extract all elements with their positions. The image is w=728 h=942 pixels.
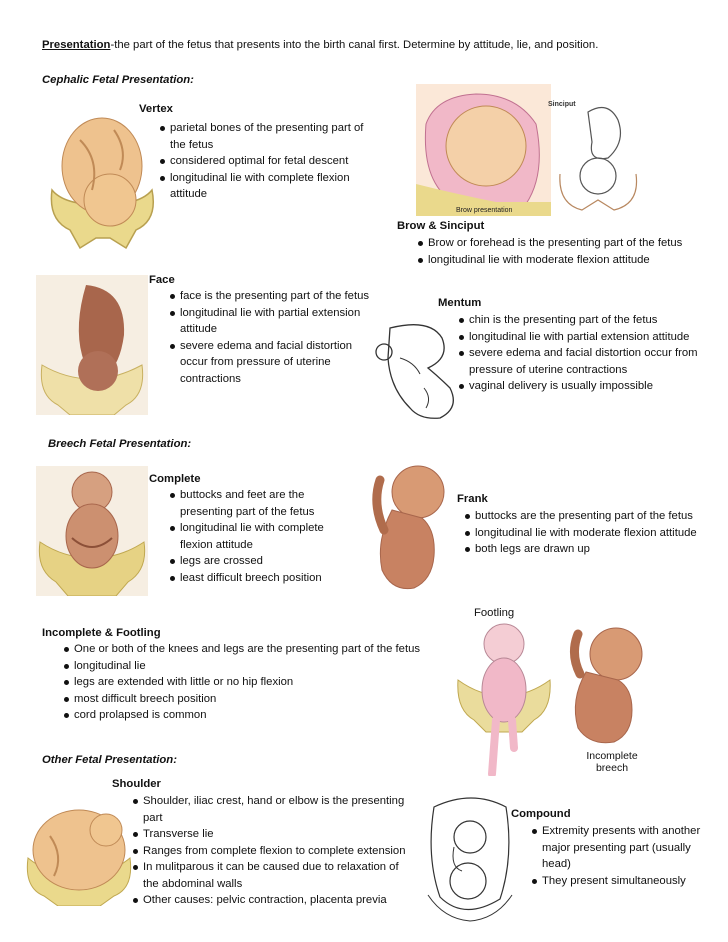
complete-bullets	[170, 487, 355, 586]
list-item: In mulitparous it can be caused due to relaxation of the abdominal walls	[133, 859, 413, 892]
list-item: severe edema and facial distortion occur from pressure of uterine contractions	[459, 345, 709, 378]
list-item: cord prolapsed is common	[64, 707, 464, 724]
vertex-label: Vertex	[139, 103, 173, 115]
list-item: buttocks are the presenting part of the fetus	[465, 508, 725, 525]
shoulder-illustration	[24, 796, 134, 906]
list-item: chin is the presenting part of the fetus	[459, 312, 709, 329]
shoulder-bullets	[133, 793, 413, 909]
list-item: considered optimal for fetal descent	[160, 153, 370, 170]
shoulder-label: Shoulder	[112, 778, 161, 790]
list-item: longitudinal lie with moderate flexion attitude	[465, 525, 725, 542]
compound-bullets	[532, 823, 707, 889]
list-item: legs are extended with little or no hip flexion	[64, 674, 464, 691]
list-item: buttocks and feet are the presenting part of the fetus	[170, 487, 355, 520]
face-illustration	[36, 275, 148, 415]
face-label: Face	[149, 274, 175, 286]
list-item: face is the presenting part of the fetus	[170, 288, 370, 305]
compound-illustration	[424, 787, 516, 923]
list-item: longitudinal lie with partial extension attitude	[170, 305, 370, 338]
face-bullets	[170, 288, 370, 387]
list-item: One or both of the knees and legs are the presenting part of the fetus	[64, 641, 464, 658]
list-item: vaginal delivery is usually impossible	[459, 378, 709, 395]
mentum-label: Mentum	[438, 297, 482, 309]
list-item: longitudinal lie with complete flexion attitude	[160, 170, 370, 203]
mentum-bullets	[459, 312, 709, 395]
list-item: longitudinal lie with complete flexion attitude	[170, 520, 355, 553]
list-item: both legs are drawn up	[465, 541, 725, 558]
sinciput-image-caption: Sinciput	[548, 101, 576, 108]
list-item: Brow or forehead is the presenting part of the fetus	[418, 235, 718, 252]
vertex-bullets	[160, 120, 370, 203]
list-item: Shoulder, iliac crest, hand or elbow is the presenting part	[133, 793, 413, 826]
list-item: Other causes: pelvic contraction, placenta previa	[133, 892, 413, 909]
footling-caption: Footling	[474, 607, 515, 619]
sinciput-illustration	[548, 92, 648, 214]
frank-breech-illustration	[362, 460, 454, 596]
brow-illustration	[416, 84, 551, 216]
incomplete-breech-caption: Incomplete breech	[586, 750, 638, 774]
incomplete-breech-illustration	[562, 624, 652, 748]
vertex-illustration	[40, 110, 160, 250]
brow-label: Brow & Sinciput	[397, 220, 485, 232]
list-item: longitudinal lie with partial extension attitude	[459, 329, 709, 346]
footling-label: Incomplete & Footling	[42, 627, 161, 639]
cephalic-heading: Cephalic Fetal Presentation:	[42, 74, 194, 86]
footling-bullets	[64, 641, 464, 724]
brow-bullets	[418, 235, 718, 268]
list-item: Transverse lie	[133, 826, 413, 843]
list-item: least difficult breech position	[170, 570, 355, 587]
page-title	[42, 37, 722, 54]
list-item: most difficult breech position	[64, 691, 464, 708]
compound-label: Compound	[511, 808, 571, 820]
list-item: severe edema and facial distortion occur from pressure of uterine contractions	[170, 338, 370, 388]
list-item: parietal bones of the presenting part of the fetus	[160, 120, 370, 153]
title-definition: -the part of the fetus that presents into the birth canal first. Determine by attitude, lie, and position.	[110, 39, 599, 51]
list-item: Extremity presents with another major presenting part (usually head)	[532, 823, 707, 873]
footling-illustration	[456, 620, 552, 776]
list-item: longitudinal lie	[64, 658, 464, 675]
brow-image-caption: Brow presentation	[456, 207, 513, 214]
other-heading: Other Fetal Presentation:	[42, 754, 177, 766]
title-term: Presentation	[42, 39, 111, 51]
frank-label: Frank	[457, 493, 488, 505]
list-item: longitudinal lie with moderate flexion attitude	[418, 252, 718, 269]
list-item: They present simultaneously	[532, 873, 707, 890]
mentum-illustration	[370, 318, 462, 422]
frank-bullets	[465, 508, 725, 558]
complete-breech-illustration	[36, 466, 148, 596]
breech-heading: Breech Fetal Presentation:	[48, 438, 192, 450]
complete-label: Complete	[149, 473, 201, 485]
list-item: Ranges from complete flexion to complete extension	[133, 843, 413, 860]
list-item: legs are crossed	[170, 553, 355, 570]
